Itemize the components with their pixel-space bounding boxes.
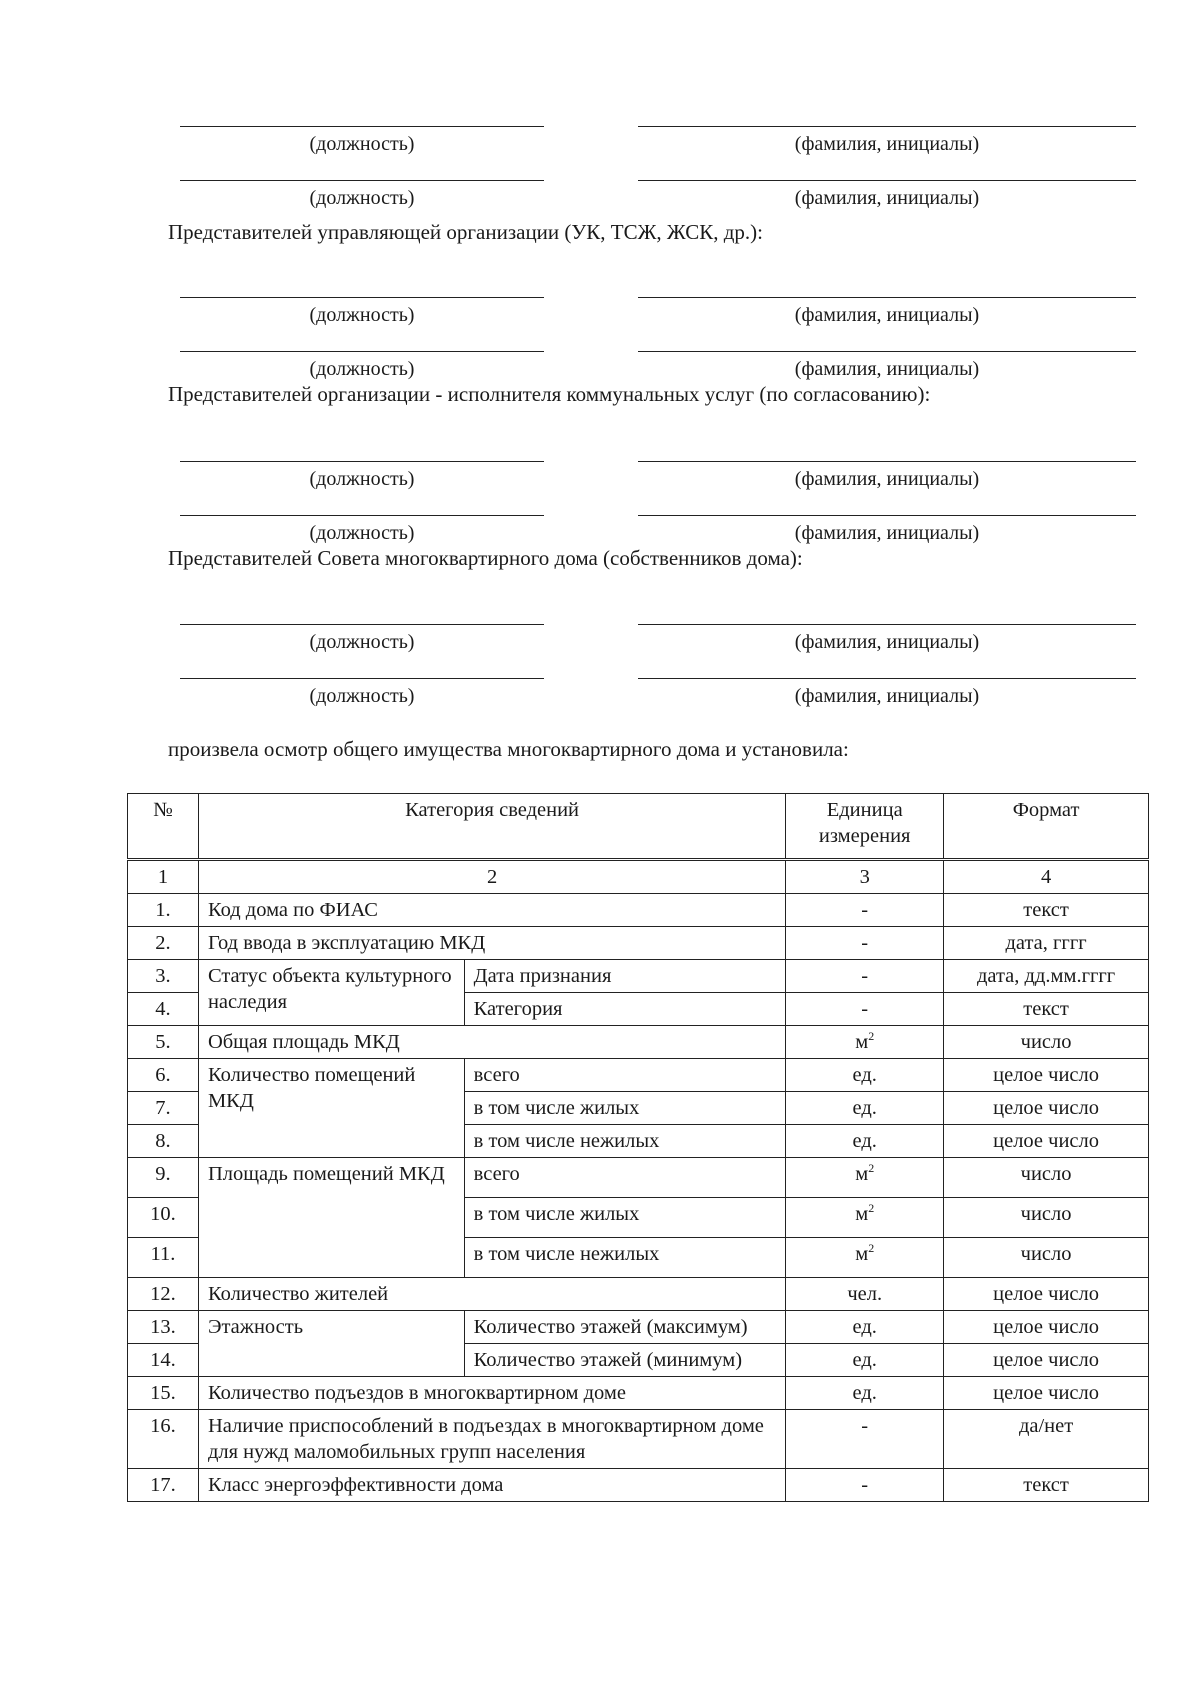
section-uk-heading: Представителей управляющей организации (УК, ТСЖ, ЖСК, др.): <box>168 220 763 244</box>
row-label: Класс энергоэффективности дома <box>198 1469 785 1502</box>
row-label: Количество этажей (максимум) <box>464 1311 786 1344</box>
table-row <box>128 960 1149 993</box>
header-category: Категория сведений <box>198 794 785 860</box>
row-label: Количество жителей <box>198 1278 785 1311</box>
unit-exponent: 2 <box>868 1241 875 1256</box>
row-unit: - <box>786 1469 944 1502</box>
row-format: текст <box>944 1469 1149 1502</box>
table-row <box>128 894 1149 927</box>
table-row <box>128 1469 1149 1502</box>
col-number: 4 <box>944 860 1149 894</box>
name-label: (фамилия, инициалы) <box>638 515 1136 545</box>
table-row <box>128 1158 1149 1198</box>
row-label: Общая площадь МКД <box>198 1026 785 1059</box>
name-label: (фамилия, инициалы) <box>638 180 1136 210</box>
row-label: Категория <box>464 993 786 1026</box>
row-format: целое число <box>944 1092 1149 1125</box>
row-format: число <box>944 1198 1149 1238</box>
row-number: 13. <box>128 1311 199 1344</box>
column-number-row <box>128 860 1149 894</box>
position-label: (должность) <box>180 297 544 327</box>
property-info-table <box>127 793 1149 1502</box>
row-format: целое число <box>944 1311 1149 1344</box>
row-label: Количество подъездов в многоквартирном доме <box>198 1377 785 1410</box>
name-label: (фамилия, инициалы) <box>638 624 1136 654</box>
row-number: 2. <box>128 927 199 960</box>
row-unit: ед. <box>786 1377 944 1410</box>
row-unit: ед. <box>786 1344 944 1377</box>
group-label: Количество помещений МКД <box>198 1059 464 1158</box>
row-label: в том числе нежилых <box>464 1238 786 1278</box>
header-format: Формат <box>944 794 1149 860</box>
row-number: 15. <box>128 1377 199 1410</box>
position-label: (должность) <box>180 351 544 381</box>
table-row <box>128 1311 1149 1344</box>
row-number: 9. <box>128 1158 199 1198</box>
row-unit: ед. <box>786 1059 944 1092</box>
row-number: 3. <box>128 960 199 993</box>
unit-text: м <box>855 1031 869 1053</box>
header-unit: Единица измерения <box>786 794 944 860</box>
row-format: целое число <box>944 1059 1149 1092</box>
row-format: целое число <box>944 1125 1149 1158</box>
col-number: 2 <box>198 860 785 894</box>
table-row <box>128 1026 1149 1059</box>
unit-exponent: 2 <box>868 1201 875 1216</box>
row-format: дата, дд.мм.гггг <box>944 960 1149 993</box>
row-number: 11. <box>128 1238 199 1278</box>
position-label: (должность) <box>180 678 544 708</box>
row-number: 14. <box>128 1344 199 1377</box>
name-label: (фамилия, инициалы) <box>638 678 1136 708</box>
row-label: в том числе нежилых <box>464 1125 786 1158</box>
row-number: 5. <box>128 1026 199 1059</box>
row-number: 7. <box>128 1092 199 1125</box>
row-format: число <box>944 1026 1149 1059</box>
name-label: (фамилия, инициалы) <box>638 351 1136 381</box>
row-unit <box>786 1198 944 1238</box>
intro-text: произвела осмотр общего имущества многоквартирного дома и установила: <box>168 737 849 761</box>
row-format: число <box>944 1238 1149 1278</box>
row-unit: ед. <box>786 1092 944 1125</box>
position-label: (должность) <box>180 126 544 156</box>
section-council-heading: Представителей Совета многоквартирного дома (собственников дома): <box>168 546 803 570</box>
row-unit: - <box>786 894 944 927</box>
row-unit: ед. <box>786 1125 944 1158</box>
position-label: (должность) <box>180 180 544 210</box>
name-label: (фамилия, инициалы) <box>638 126 1136 156</box>
row-format: целое число <box>944 1344 1149 1377</box>
row-unit <box>786 1026 944 1059</box>
unit-exponent: 2 <box>868 1161 875 1176</box>
group-label: Этажность <box>198 1311 464 1377</box>
row-format: целое число <box>944 1278 1149 1311</box>
row-label: всего <box>464 1059 786 1092</box>
unit-text: м <box>855 1243 869 1265</box>
row-format: текст <box>944 993 1149 1026</box>
section-utility-heading: Представителей организации - исполнителя коммунальных услуг (по согласованию): <box>168 382 931 406</box>
row-unit: ед. <box>786 1311 944 1344</box>
group-label: Статус объекта культурного наследия <box>198 960 464 1026</box>
row-number: 12. <box>128 1278 199 1311</box>
row-number: 8. <box>128 1125 199 1158</box>
position-label: (должность) <box>180 461 544 491</box>
row-unit: - <box>786 993 944 1026</box>
unit-text: м <box>855 1203 869 1225</box>
position-label: (должность) <box>180 624 544 654</box>
row-label: в том числе жилых <box>464 1092 786 1125</box>
row-label: Наличие приспособлений в подъездах в многоквартирном доме для нужд маломобильных групп населения <box>198 1410 785 1469</box>
row-label: Год ввода в эксплуатацию МКД <box>198 927 785 960</box>
table-row <box>128 1377 1149 1410</box>
table-row <box>128 1278 1149 1311</box>
table-row <box>128 927 1149 960</box>
row-number: 1. <box>128 894 199 927</box>
name-label: (фамилия, инициалы) <box>638 461 1136 491</box>
row-label: Дата признания <box>464 960 786 993</box>
row-label: в том числе жилых <box>464 1198 786 1238</box>
row-number: 17. <box>128 1469 199 1502</box>
table-header-row <box>128 794 1149 860</box>
row-format: дата, гггг <box>944 927 1149 960</box>
position-label: (должность) <box>180 515 544 545</box>
row-unit: - <box>786 927 944 960</box>
row-number: 10. <box>128 1198 199 1238</box>
row-label: всего <box>464 1158 786 1198</box>
group-label: Площадь помещений МКД <box>198 1158 464 1278</box>
col-number: 1 <box>128 860 199 894</box>
unit-text: м <box>855 1163 869 1185</box>
row-unit <box>786 1238 944 1278</box>
name-label: (фамилия, инициалы) <box>638 297 1136 327</box>
row-unit: - <box>786 1410 944 1469</box>
row-format: да/нет <box>944 1410 1149 1469</box>
table-row <box>128 1410 1149 1469</box>
unit-exponent: 2 <box>868 1029 875 1044</box>
row-number: 6. <box>128 1059 199 1092</box>
header-num: № <box>128 794 199 860</box>
row-label: Код дома по ФИАС <box>198 894 785 927</box>
row-unit <box>786 1158 944 1198</box>
row-label: Количество этажей (минимум) <box>464 1344 786 1377</box>
table-row <box>128 1059 1149 1092</box>
row-number: 4. <box>128 993 199 1026</box>
row-format: текст <box>944 894 1149 927</box>
row-number: 16. <box>128 1410 199 1469</box>
row-format: целое число <box>944 1377 1149 1410</box>
row-format: число <box>944 1158 1149 1198</box>
row-unit: чел. <box>786 1278 944 1311</box>
col-number: 3 <box>786 860 944 894</box>
row-unit: - <box>786 960 944 993</box>
